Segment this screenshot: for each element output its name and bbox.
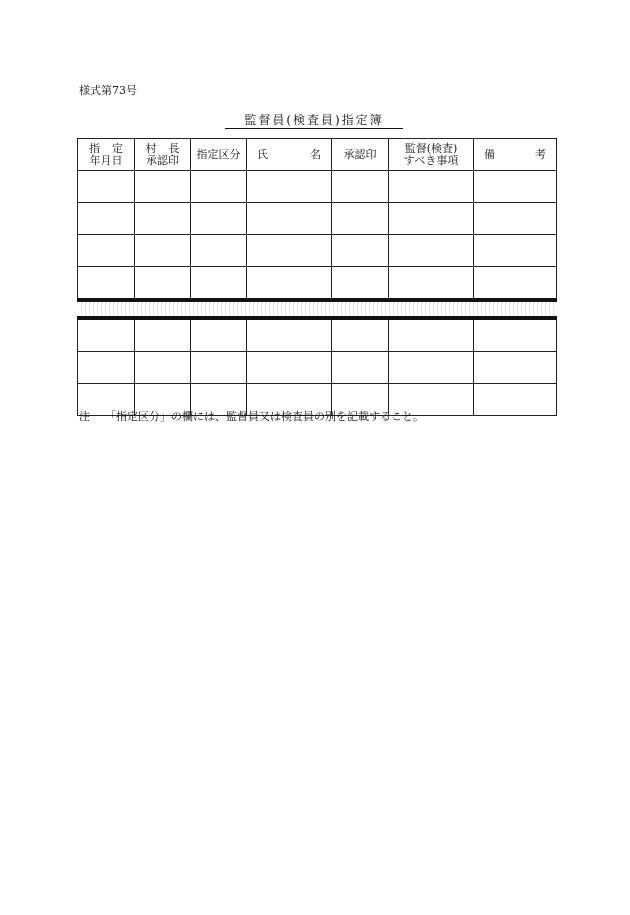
column-header-name — [247, 139, 332, 171]
table-cell[interactable] — [191, 203, 247, 235]
table-cell[interactable] — [135, 352, 191, 384]
table-cell[interactable] — [78, 352, 135, 384]
table-cell[interactable] — [332, 171, 389, 203]
table-break-separator — [78, 300, 557, 318]
table-cell[interactable] — [78, 235, 135, 267]
table-cell[interactable] — [389, 318, 474, 352]
header-text: 年月日 — [89, 153, 123, 167]
designation-register-table — [77, 138, 557, 416]
header-text: 氏 — [257, 147, 268, 161]
table-row — [78, 318, 557, 352]
table-cell[interactable] — [78, 203, 135, 235]
table-cell[interactable] — [247, 318, 332, 352]
column-header-supervision-matters — [389, 139, 474, 171]
table-cell[interactable] — [389, 352, 474, 384]
table-cell[interactable] — [474, 352, 557, 384]
table-cell[interactable] — [389, 235, 474, 267]
table-cell[interactable] — [247, 352, 332, 384]
table-cell[interactable] — [135, 203, 191, 235]
table-cell[interactable] — [191, 267, 247, 301]
table-cell[interactable] — [474, 203, 557, 235]
table-cell[interactable] — [389, 203, 474, 235]
table-cell[interactable] — [247, 267, 332, 301]
header-text: 承認印 — [146, 153, 179, 167]
table-cell[interactable] — [247, 203, 332, 235]
header-text: 名 — [310, 147, 321, 161]
table-cell[interactable] — [191, 171, 247, 203]
table-cell[interactable] — [191, 318, 247, 352]
table-row — [78, 171, 557, 203]
table-cell[interactable] — [78, 267, 135, 301]
table-cell[interactable] — [247, 171, 332, 203]
table-row — [78, 267, 557, 301]
table-row — [78, 352, 557, 384]
table-cell[interactable] — [474, 384, 557, 416]
table-cell[interactable] — [332, 318, 389, 352]
table-cell[interactable] — [191, 352, 247, 384]
table-cell[interactable] — [247, 235, 332, 267]
table-cell[interactable] — [332, 352, 389, 384]
table-cell[interactable] — [135, 171, 191, 203]
page-title: 監督員(検査員)指定簿 — [225, 113, 403, 129]
table-cell[interactable] — [389, 267, 474, 301]
form-number: 様式第73号 — [79, 84, 137, 97]
table-cell[interactable] — [332, 267, 389, 301]
table-cell[interactable] — [474, 235, 557, 267]
column-header-mayor-seal — [135, 139, 191, 171]
column-header-remarks — [474, 139, 557, 171]
column-header-category: 指定区分 — [191, 139, 247, 171]
table-cell[interactable] — [474, 318, 557, 352]
table-cell[interactable] — [191, 235, 247, 267]
table-cell[interactable] — [332, 235, 389, 267]
table-cell[interactable] — [135, 235, 191, 267]
break-band — [78, 300, 557, 318]
table-cell[interactable] — [474, 267, 557, 301]
footnote — [79, 410, 424, 424]
column-header-designation-date — [78, 139, 135, 171]
header-text: 指 — [89, 141, 100, 155]
header-text: 監督(検査) — [404, 141, 458, 155]
column-header-approval-seal: 承認印 — [332, 139, 389, 171]
footnote-text: 「指定区分」の欄には、監督員又は検査員の別を記載すること。 — [105, 410, 424, 423]
table-cell[interactable] — [474, 171, 557, 203]
table-cell[interactable] — [78, 171, 135, 203]
table-cell[interactable] — [135, 318, 191, 352]
header-text: すべき事項 — [403, 153, 459, 167]
header-text: 村 — [145, 141, 157, 155]
header-row — [78, 139, 557, 171]
table-cell[interactable] — [135, 267, 191, 301]
table-cell[interactable] — [389, 171, 474, 203]
footnote-mark: 注 — [79, 410, 90, 423]
table-cell[interactable] — [78, 318, 135, 352]
table-cell[interactable] — [332, 203, 389, 235]
table-row — [78, 203, 557, 235]
header-text: 定 — [112, 141, 123, 155]
header-text: 備 — [484, 147, 495, 161]
header-text: 長 — [168, 141, 180, 155]
header-text: 考 — [535, 147, 546, 161]
table-row — [78, 235, 557, 267]
